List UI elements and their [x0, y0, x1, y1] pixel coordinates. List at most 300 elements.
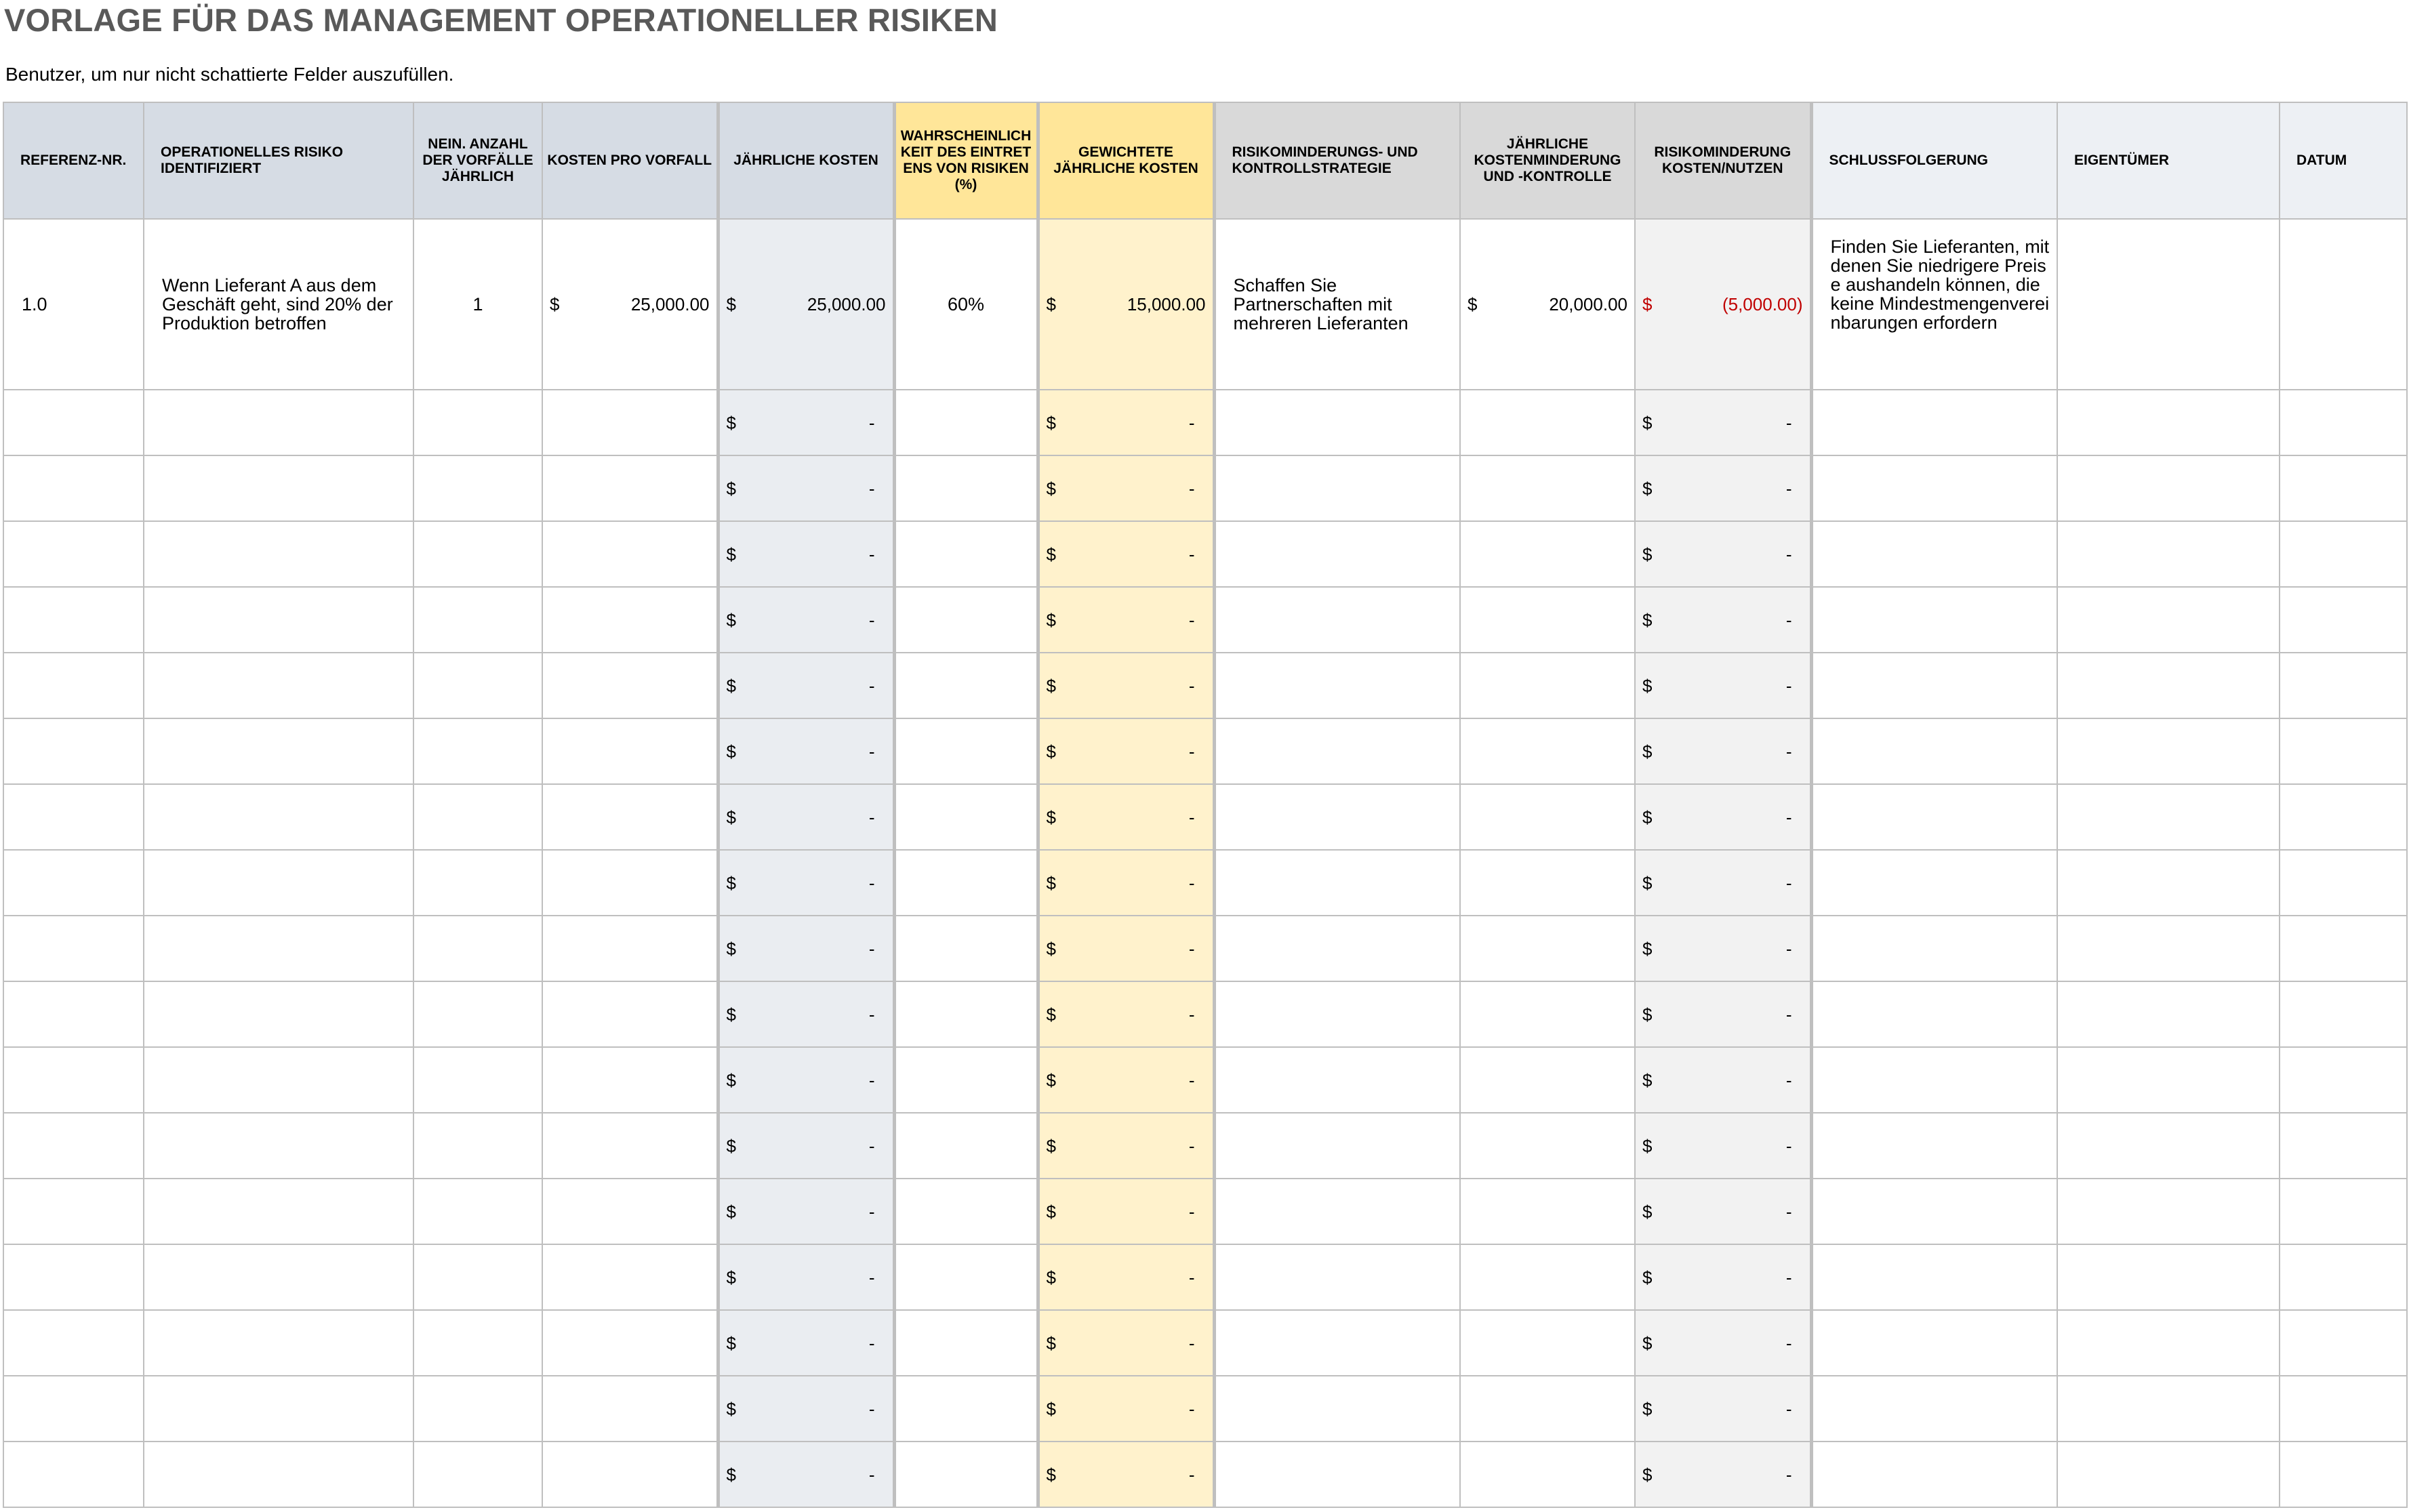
cell-mitigation-cost[interactable]: [1460, 521, 1635, 587]
cell-owner[interactable]: [2057, 1244, 2280, 1310]
table-row: [3, 587, 2407, 653]
empty-value: -: [1785, 806, 1792, 827]
cell-conclusion[interactable]: [1811, 521, 2057, 587]
cell-risk[interactable]: [144, 1113, 413, 1179]
cell-date[interactable]: [2280, 521, 2407, 587]
cell-owner[interactable]: [2057, 521, 2280, 587]
cell-cost-per-incident[interactable]: [542, 1310, 718, 1376]
cell-probability[interactable]: [894, 1376, 1038, 1442]
cell-annual-cost: [718, 653, 894, 718]
cell-incidents[interactable]: [413, 521, 542, 587]
empty-value: -: [1785, 1135, 1792, 1156]
cell-date[interactable]: [2280, 587, 2407, 653]
cell-conclusion[interactable]: [1811, 1244, 2057, 1310]
cell-owner[interactable]: [2057, 1310, 2280, 1376]
currency-symbol: $: [1046, 544, 1056, 565]
cell-cost-per-incident[interactable]: [542, 653, 718, 718]
currency-symbol: $: [726, 1398, 736, 1419]
col-header-owner: EIGENTÜMER: [2057, 102, 2280, 219]
empty-value: -: [1188, 872, 1195, 893]
cell-cost-per-incident[interactable]: [542, 916, 718, 981]
cell-cost-per-incident[interactable]: [542, 784, 718, 850]
col-header-probability: WAHRSCHEINLICHKEIT DES EINTRETENS VON RISIKEN (%): [894, 102, 1038, 219]
cell-annual-cost: [718, 916, 894, 981]
cell-owner[interactable]: [2057, 784, 2280, 850]
cell-strategy[interactable]: [1214, 718, 1460, 784]
cell-owner[interactable]: [2057, 653, 2280, 718]
empty-value: -: [868, 938, 875, 959]
cell-risk[interactable]: [144, 1179, 413, 1244]
cell-cost-per-incident[interactable]: [542, 1244, 718, 1310]
cell-ref[interactable]: [3, 653, 144, 718]
cell-owner[interactable]: [2057, 850, 2280, 916]
currency-symbol: $: [550, 294, 560, 314]
cell-conclusion[interactable]: Finden Sie Lieferanten, mit denen Sie niedrigere Preise aushandeln können, die keine Mindestmengenvereinbarungen erfordern: [1811, 219, 2057, 390]
cell-date[interactable]: [2280, 219, 2407, 390]
cell-annual-cost: [718, 1442, 894, 1507]
cell-cost-per-incident[interactable]: [542, 521, 718, 587]
empty-value: -: [868, 478, 875, 499]
cell-ref[interactable]: [3, 455, 144, 521]
cell-incidents[interactable]: [413, 916, 542, 981]
cell-annual-cost: [718, 1310, 894, 1376]
cell-annual-cost: [718, 1113, 894, 1179]
cell-probability[interactable]: [894, 587, 1038, 653]
empty-value: -: [868, 741, 875, 762]
cell-mitigation-cost[interactable]: [1460, 653, 1635, 718]
cell-mitigation-cost[interactable]: [1460, 784, 1635, 850]
cell-conclusion[interactable]: [1811, 653, 2057, 718]
currency-symbol: $: [726, 675, 736, 696]
cell-strategy[interactable]: [1214, 1376, 1460, 1442]
cell-probability[interactable]: 60%: [894, 219, 1038, 390]
cell-mitigation-cost[interactable]: [1460, 1376, 1635, 1442]
currency-symbol: $: [1046, 675, 1056, 696]
cell-risk[interactable]: [144, 390, 413, 455]
empty-value: -: [1188, 544, 1195, 565]
cell-conclusion[interactable]: [1811, 916, 2057, 981]
cell-date[interactable]: [2280, 1047, 2407, 1113]
cell-conclusion[interactable]: [1811, 1179, 2057, 1244]
cell-ref[interactable]: 1.0: [3, 219, 144, 390]
cell-cost-benefit: [1635, 981, 1811, 1047]
cell-ref[interactable]: [3, 1113, 144, 1179]
cell-mitigation-cost[interactable]: [1460, 981, 1635, 1047]
cell-incidents[interactable]: [413, 1244, 542, 1310]
table-row: [3, 1442, 2407, 1507]
cell-incidents[interactable]: [413, 1179, 542, 1244]
cell-incidents[interactable]: [413, 718, 542, 784]
currency-symbol: $: [1046, 294, 1056, 314]
currency-symbol: $: [1046, 1201, 1056, 1222]
cell-cost-benefit: [1635, 1442, 1811, 1507]
cell-incidents[interactable]: [413, 1310, 542, 1376]
currency-symbol: $: [1642, 1398, 1653, 1419]
empty-value: -: [1785, 741, 1792, 762]
cell-strategy[interactable]: [1214, 455, 1460, 521]
empty-value: -: [868, 1135, 875, 1156]
empty-value: -: [1188, 1069, 1195, 1090]
cell-owner[interactable]: [2057, 1376, 2280, 1442]
cell-ref[interactable]: [3, 916, 144, 981]
cell-mitigation-cost[interactable]: [1460, 455, 1635, 521]
cell-conclusion[interactable]: [1811, 1113, 2057, 1179]
cell-mitigation-cost[interactable]: [1460, 1113, 1635, 1179]
cell-owner[interactable]: [2057, 390, 2280, 455]
cell-mitigation-cost[interactable]: [1460, 1179, 1635, 1244]
currency-symbol: $: [1046, 938, 1056, 959]
currency-symbol: $: [1642, 741, 1653, 762]
currency-symbol: $: [1046, 412, 1056, 433]
cell-owner[interactable]: [2057, 1047, 2280, 1113]
cell-cost-benefit: [1635, 390, 1811, 455]
empty-value: -: [868, 412, 875, 433]
cell-cost-per-incident[interactable]: [542, 390, 718, 455]
table-row: [3, 1310, 2407, 1376]
cell-ref[interactable]: [3, 981, 144, 1047]
empty-value: -: [1785, 1464, 1792, 1485]
cell-probability[interactable]: [894, 1244, 1038, 1310]
table-row: [3, 981, 2407, 1047]
empty-value: -: [1188, 1267, 1195, 1288]
cell-owner[interactable]: [2057, 1442, 2280, 1507]
cell-weighted-cost: [1038, 1179, 1214, 1244]
page-title: VORLAGE FÜR DAS MANAGEMENT OPERATIONELLER RISIKEN: [4, 2, 998, 38]
cell-incidents[interactable]: [413, 1047, 542, 1113]
cell-risk[interactable]: [144, 784, 413, 850]
cell-risk[interactable]: [144, 455, 413, 521]
cell-date[interactable]: [2280, 455, 2407, 521]
cell-date[interactable]: [2280, 916, 2407, 981]
empty-value: -: [1785, 412, 1792, 433]
cell-probability[interactable]: [894, 981, 1038, 1047]
cell-probability[interactable]: [894, 1179, 1038, 1244]
empty-value: -: [868, 1201, 875, 1222]
cell-annual-cost: [718, 219, 894, 390]
cell-owner[interactable]: [2057, 981, 2280, 1047]
table-row: [3, 784, 2407, 850]
cell-mitigation-cost[interactable]: [1460, 850, 1635, 916]
currency-symbol: $: [1642, 1004, 1653, 1025]
cell-date[interactable]: [2280, 1310, 2407, 1376]
col-header-incidents: NEIN. ANZAHL DER VORFÄLLE JÄHRLICH: [413, 102, 542, 219]
cell-annual-cost: [718, 1179, 894, 1244]
currency-symbol: $: [1046, 806, 1056, 827]
currency-symbol: $: [726, 1135, 736, 1156]
empty-value: -: [1188, 1398, 1195, 1419]
cell-conclusion[interactable]: [1811, 784, 2057, 850]
cell-mitigation-cost[interactable]: [1460, 916, 1635, 981]
currency-symbol: $: [726, 1069, 736, 1090]
cell-cost-per-incident[interactable]: [542, 219, 718, 390]
cell-ref[interactable]: [3, 1179, 144, 1244]
amount: 15,000.00: [1127, 294, 1206, 314]
cell-cost-per-incident[interactable]: [542, 1179, 718, 1244]
cell-mitigation-cost[interactable]: [1460, 1047, 1635, 1113]
cell-conclusion[interactable]: [1811, 850, 2057, 916]
cell-weighted-cost: [1038, 1310, 1214, 1376]
empty-value: -: [1785, 1398, 1792, 1419]
cell-ref[interactable]: [3, 1376, 144, 1442]
cell-date[interactable]: [2280, 390, 2407, 455]
cell-date[interactable]: [2280, 1244, 2407, 1310]
cell-ref[interactable]: [3, 1047, 144, 1113]
cell-probability[interactable]: [894, 916, 1038, 981]
cell-strategy[interactable]: [1214, 521, 1460, 587]
cell-cost-per-incident[interactable]: [542, 1047, 718, 1113]
currency-symbol: $: [1642, 478, 1653, 499]
currency-symbol: $: [1642, 872, 1653, 893]
cell-strategy[interactable]: [1214, 981, 1460, 1047]
currency-symbol: $: [726, 544, 736, 565]
cell-ref[interactable]: [3, 850, 144, 916]
cell-incidents[interactable]: 1: [413, 219, 542, 390]
cell-weighted-cost: [1038, 455, 1214, 521]
cell-strategy[interactable]: [1214, 1047, 1460, 1113]
table-row: [3, 1179, 2407, 1244]
cell-mitigation-cost[interactable]: [1460, 718, 1635, 784]
cell-strategy[interactable]: [1214, 653, 1460, 718]
cell-owner[interactable]: [2057, 219, 2280, 390]
currency-symbol: $: [1642, 412, 1653, 433]
cell-weighted-cost: [1038, 916, 1214, 981]
table-row: [3, 1113, 2407, 1179]
cell-cost-benefit: [1635, 1047, 1811, 1113]
cell-probability[interactable]: [894, 850, 1038, 916]
cell-incidents[interactable]: [413, 390, 542, 455]
cell-mitigation-cost[interactable]: [1460, 1442, 1635, 1507]
empty-value: -: [1785, 478, 1792, 499]
cell-cost-per-incident[interactable]: [542, 1113, 718, 1179]
cell-incidents[interactable]: [413, 981, 542, 1047]
currency-symbol: $: [1046, 1004, 1056, 1025]
cell-risk[interactable]: [144, 1047, 413, 1113]
currency-symbol: $: [726, 1267, 736, 1288]
cell-strategy[interactable]: Schaffen Sie Partnerschaften mit mehreren Lieferanten: [1214, 219, 1460, 390]
amount: 25,000.00: [630, 294, 710, 314]
cell-date[interactable]: [2280, 1179, 2407, 1244]
cell-owner[interactable]: [2057, 587, 2280, 653]
cell-mitigation-cost[interactable]: [1460, 1310, 1635, 1376]
cell-incidents[interactable]: [413, 1376, 542, 1442]
page-subtitle: Benutzer, um nur nicht schattierte Felder auszufüllen.: [5, 64, 454, 85]
cell-cost-per-incident[interactable]: [542, 981, 718, 1047]
cell-mitigation-cost[interactable]: [1460, 219, 1635, 390]
cell-conclusion[interactable]: [1811, 981, 2057, 1047]
cell-owner[interactable]: [2057, 1179, 2280, 1244]
cell-probability[interactable]: [894, 1047, 1038, 1113]
currency-symbol: $: [726, 938, 736, 959]
cell-probability[interactable]: [894, 455, 1038, 521]
cell-strategy[interactable]: [1214, 1310, 1460, 1376]
cell-weighted-cost: [1038, 390, 1214, 455]
cell-conclusion[interactable]: [1811, 1376, 2057, 1442]
amount: 20,000.00: [1549, 294, 1627, 314]
cell-probability[interactable]: [894, 718, 1038, 784]
currency-symbol: $: [726, 609, 736, 630]
cell-mitigation-cost[interactable]: [1460, 587, 1635, 653]
col-header-risk: OPERATIONELLES RISIKO IDENTIFIZIERT: [144, 102, 413, 219]
cell-risk[interactable]: [144, 653, 413, 718]
cell-incidents[interactable]: [413, 1442, 542, 1507]
cell-conclusion[interactable]: [1811, 587, 2057, 653]
cell-mitigation-cost[interactable]: [1460, 390, 1635, 455]
cell-ref[interactable]: [3, 1310, 144, 1376]
cell-conclusion[interactable]: [1811, 455, 2057, 521]
cell-cost-benefit: [1635, 587, 1811, 653]
cell-risk[interactable]: [144, 521, 413, 587]
cell-incidents[interactable]: [413, 653, 542, 718]
table-row: [3, 455, 2407, 521]
empty-value: -: [1188, 1332, 1195, 1353]
empty-value: -: [1188, 1201, 1195, 1222]
cell-ref[interactable]: [3, 784, 144, 850]
cell-owner[interactable]: [2057, 916, 2280, 981]
cell-strategy[interactable]: [1214, 850, 1460, 916]
cell-cost-benefit: [1635, 1244, 1811, 1310]
cell-risk[interactable]: Wenn Lieferant A aus dem Geschäft geht, sind 20% der Produktion betroffen: [144, 219, 413, 390]
cell-weighted-cost: [1038, 784, 1214, 850]
cell-incidents[interactable]: [413, 784, 542, 850]
cell-date[interactable]: [2280, 718, 2407, 784]
currency-symbol: $: [1642, 1464, 1653, 1485]
cell-cost-per-incident[interactable]: [542, 587, 718, 653]
cell-incidents[interactable]: [413, 850, 542, 916]
currency-symbol: $: [726, 872, 736, 893]
cell-cost-benefit: [1635, 1179, 1811, 1244]
empty-value: -: [1188, 1004, 1195, 1025]
cell-annual-cost: [718, 587, 894, 653]
cell-risk[interactable]: [144, 1442, 413, 1507]
cell-risk[interactable]: [144, 718, 413, 784]
amount: (5,000.00): [1722, 294, 1803, 314]
currency-symbol: $: [1642, 294, 1653, 314]
table-row: [3, 1376, 2407, 1442]
cell-cost-benefit: [1635, 784, 1811, 850]
table-row: [3, 390, 2407, 455]
table-row: [3, 1047, 2407, 1113]
cell-cost-benefit: [1635, 1113, 1811, 1179]
cell-date[interactable]: [2280, 784, 2407, 850]
empty-value: -: [1785, 1004, 1792, 1025]
cell-strategy[interactable]: [1214, 1244, 1460, 1310]
col-header-ref: REFERENZ-NR.: [3, 102, 144, 219]
currency-symbol: $: [1046, 1464, 1056, 1485]
cell-risk[interactable]: [144, 981, 413, 1047]
cell-ref[interactable]: [3, 1244, 144, 1310]
currency-symbol: $: [726, 1332, 736, 1353]
cell-date[interactable]: [2280, 1113, 2407, 1179]
empty-value: -: [868, 1267, 875, 1288]
cell-cost-per-incident[interactable]: [542, 1442, 718, 1507]
cell-risk[interactable]: [144, 850, 413, 916]
empty-value: -: [1785, 1267, 1792, 1288]
cell-probability[interactable]: [894, 1442, 1038, 1507]
empty-value: -: [1785, 544, 1792, 565]
empty-value: -: [1188, 609, 1195, 630]
cell-incidents[interactable]: [413, 587, 542, 653]
empty-value: -: [1188, 675, 1195, 696]
cell-cost-per-incident[interactable]: [542, 718, 718, 784]
cell-conclusion[interactable]: [1811, 1442, 2057, 1507]
cell-risk[interactable]: [144, 916, 413, 981]
currency-symbol: $: [726, 1004, 736, 1025]
cell-risk[interactable]: [144, 1244, 413, 1310]
cell-ref[interactable]: [3, 521, 144, 587]
cell-conclusion[interactable]: [1811, 390, 2057, 455]
cell-risk[interactable]: [144, 1310, 413, 1376]
cell-conclusion[interactable]: [1811, 718, 2057, 784]
cell-strategy[interactable]: [1214, 784, 1460, 850]
cell-cost-benefit: [1635, 718, 1811, 784]
cell-probability[interactable]: [894, 1310, 1038, 1376]
cell-probability[interactable]: [894, 521, 1038, 587]
cell-owner[interactable]: [2057, 718, 2280, 784]
cell-ref[interactable]: [3, 390, 144, 455]
currency-symbol: $: [726, 741, 736, 762]
cell-probability[interactable]: [894, 1113, 1038, 1179]
currency-symbol: $: [1642, 544, 1653, 565]
cell-ref[interactable]: [3, 1442, 144, 1507]
cell-date[interactable]: [2280, 850, 2407, 916]
cell-ref[interactable]: [3, 718, 144, 784]
cell-ref[interactable]: [3, 587, 144, 653]
table-row: [3, 653, 2407, 718]
cell-cost-benefit: [1635, 916, 1811, 981]
col-header-date: DATUM: [2280, 102, 2407, 219]
cell-strategy[interactable]: [1214, 1179, 1460, 1244]
cell-probability[interactable]: [894, 390, 1038, 455]
cell-owner[interactable]: [2057, 455, 2280, 521]
cell-strategy[interactable]: [1214, 916, 1460, 981]
cell-incidents[interactable]: [413, 1113, 542, 1179]
cell-owner[interactable]: [2057, 1113, 2280, 1179]
cell-cost-per-incident[interactable]: [542, 850, 718, 916]
cell-weighted-cost: [1038, 1047, 1214, 1113]
currency-symbol: $: [1046, 1332, 1056, 1353]
empty-value: -: [1188, 938, 1195, 959]
cell-annual-cost: [718, 455, 894, 521]
empty-value: -: [1188, 412, 1195, 433]
empty-value: -: [1785, 609, 1792, 630]
cell-conclusion[interactable]: [1811, 1047, 2057, 1113]
cell-strategy[interactable]: [1214, 587, 1460, 653]
cell-risk[interactable]: [144, 587, 413, 653]
cell-probability[interactable]: [894, 653, 1038, 718]
table-row: [3, 219, 2407, 390]
cell-date[interactable]: [2280, 1442, 2407, 1507]
cell-date[interactable]: [2280, 653, 2407, 718]
cell-probability[interactable]: [894, 784, 1038, 850]
cell-cost-benefit: [1635, 219, 1811, 390]
cell-date[interactable]: [2280, 981, 2407, 1047]
currency-symbol: $: [1467, 294, 1478, 314]
cell-conclusion[interactable]: [1811, 1310, 2057, 1376]
currency-symbol: $: [1642, 1332, 1653, 1353]
cell-strategy[interactable]: [1214, 1113, 1460, 1179]
cell-cost-per-incident[interactable]: [542, 1376, 718, 1442]
cell-incidents[interactable]: [413, 455, 542, 521]
empty-value: -: [1785, 938, 1792, 959]
cell-annual-cost: [718, 1376, 894, 1442]
cell-cost-per-incident[interactable]: [542, 455, 718, 521]
cell-risk[interactable]: [144, 1376, 413, 1442]
cell-date[interactable]: [2280, 1376, 2407, 1442]
cell-strategy[interactable]: [1214, 1442, 1460, 1507]
cell-strategy[interactable]: [1214, 390, 1460, 455]
cell-mitigation-cost[interactable]: [1460, 1244, 1635, 1310]
cell-cost-benefit: [1635, 653, 1811, 718]
